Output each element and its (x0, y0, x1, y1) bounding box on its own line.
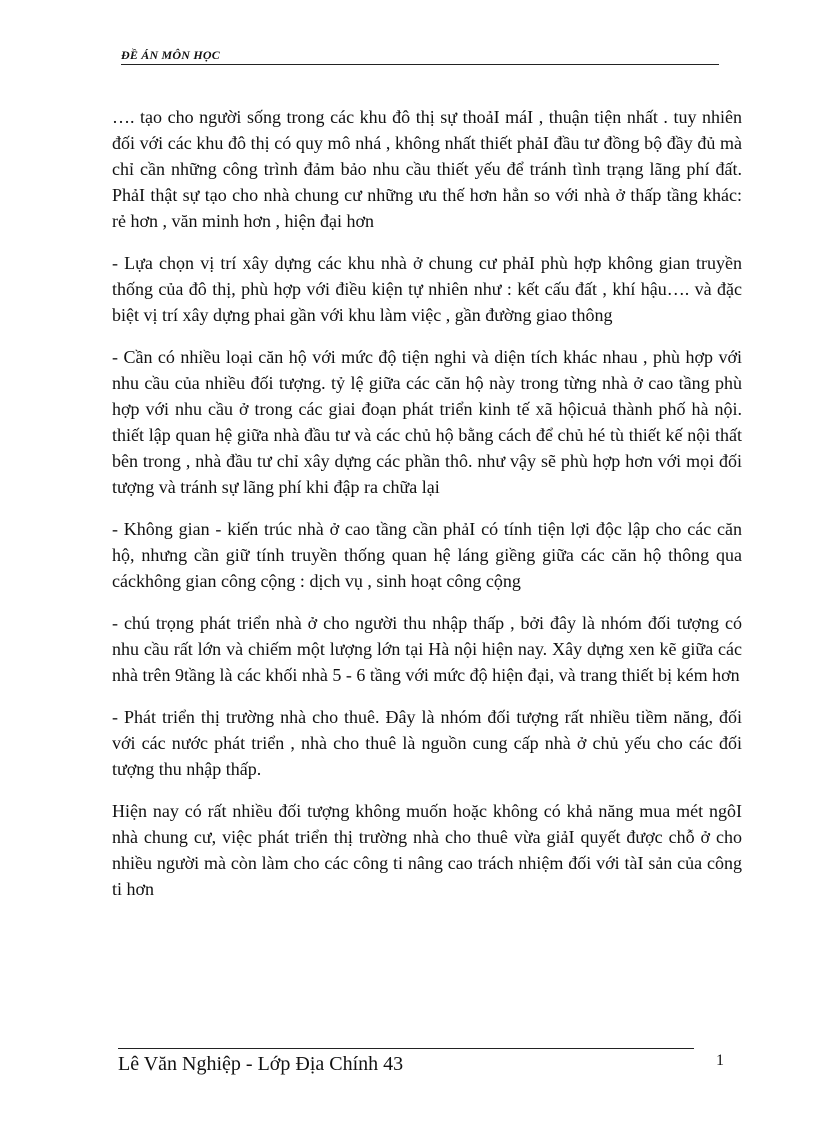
paragraph: - Cần có nhiều loại căn hộ với mức độ tiện nghi và diện tích khác nhau , phù hợp với nhu cầu của nhiều đối tượng. tỷ lệ giữa các căn hộ này trong từng nhà ở cao tầng phù hợp với nhu cầu ở trong các giai đoạn phát triển kinh tế xã hộicuả thành phố hà nội. thiết lập quan hệ giữa nhà đầu tư và các chủ hộ bằng cách để chủ hé tù thiết kế nội thất bên trong , nhà đầu tư chỉ xây dựng các phần thô. như vậy sẽ phù hợp hơn với mọi đối tượng và tránh sự lãng phí khi đập ra chữa lại (112, 347, 742, 497)
footer-divider (118, 1048, 694, 1049)
header-divider (121, 64, 719, 65)
paragraph: - Không gian - kiến trúc nhà ở cao tầng cần phảI có tính tiện lợi độc lập cho các căn hộ, nhưng cần giữ tính truyền thống quan hệ láng giềng giữa các căn hộ thông qua cáckhông gian công cộng : dịch vụ , sinh hoạt công cộng (112, 519, 742, 591)
document-body (112, 104, 742, 918)
paragraph: …. tạo cho người sống trong các khu đô thị sự thoảI máI , thuận tiện nhất . tuy nhiên đối với các khu đô thị có quy mô nhá , không nhất thiết phảI đầu tư đồng bộ đầy đủ mà chỉ cần những công trình đảm bảo nhu cầu thiết yếu để tránh tình trạng lãng phí đất. PhảI thật sự tạo cho nhà chung cư những ưu thế hơn hẳn so với nhà ở thấp tầng khác: rẻ hơn , văn minh hơn , hiện đại hơn (112, 107, 742, 231)
paragraph: - Phát triển thị trường nhà cho thuê. Đây là nhóm đối tượng rất nhiều tiềm năng, đối với các nước phát triển , nhà cho thuê là nguồn cung cấp nhà ở chủ yếu cho các đối tượng thu nhập thấp. (112, 707, 742, 779)
paragraph: Hiện nay có rất nhiều đối tượng không muốn hoặc không có khả năng mua mét ngôI nhà chung cư, việc phát triển thị trường nhà cho thuê vừa giảI quyết được chỗ ở cho nhiều người mà còn làm cho các công ti nâng cao trách nhiệm đối với tàI sản của công ti hơn (112, 801, 742, 899)
paragraph: - Lựa chọn vị trí xây dựng các khu nhà ở chung cư phảI phù hợp không gian truyền thống của đô thị, phù hợp với điều kiện tự nhiên như : kết cấu đất , khí hậu…. và đặc biệt vị trí xây dựng phai gần với khu làm việc , gần đường giao thông (112, 253, 742, 325)
footer-author: Lê Văn Nghiệp - Lớp Địa Chính 43 (118, 1053, 404, 1075)
page-header-title: ĐỀ ÁN MÔN HỌC (121, 48, 220, 62)
page-number: 1 (716, 1052, 724, 1069)
paragraph: - chú trọng phát triển nhà ở cho người thu nhập thấp , bởi đây là nhóm đối tượng có nhu cầu rất lớn và chiếm một lượng lớn tại Hà nội hiện nay. Xây dựng xen kẽ giữa các nhà trên 9tầng là các khối nhà 5 - 6 tầng với mức độ hiện đại, và trang thiết bị kém hơn (112, 613, 742, 685)
